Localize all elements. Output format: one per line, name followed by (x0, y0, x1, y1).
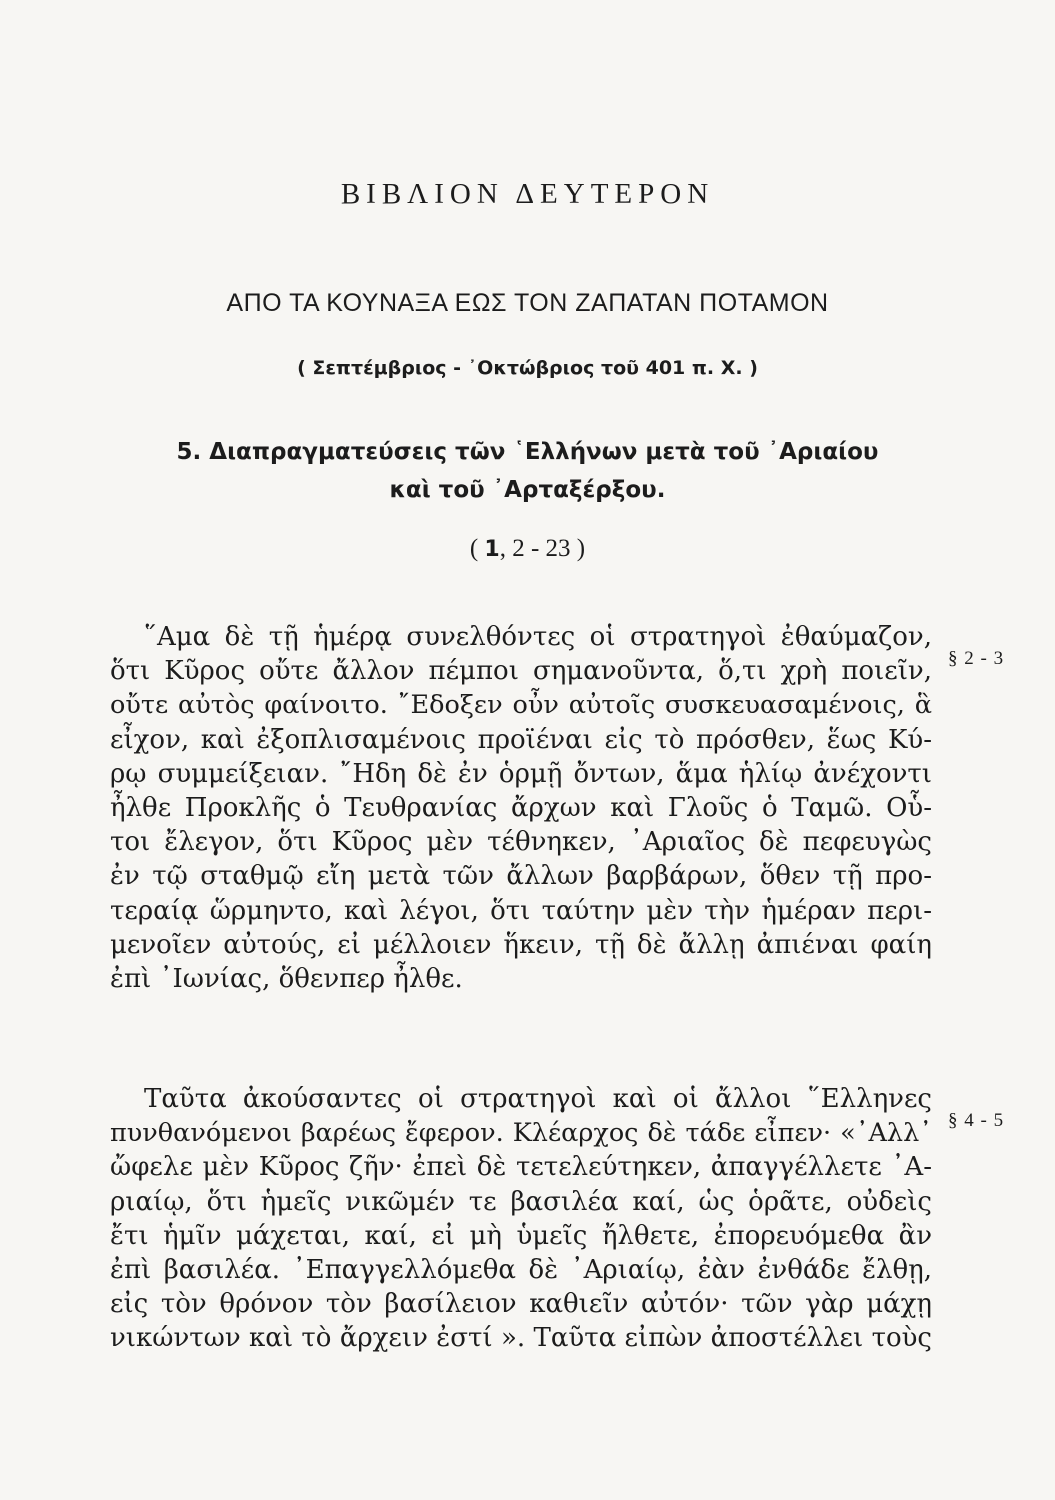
text-line: ἦλθε Προκλῆς ὁ Τευθρανίας ἄρχων καὶ Γλοῦς ὁ Ταμῶ. Οὗ- (110, 792, 932, 823)
chapter-subtitle: ΑΠΟ ΤΑ ΚΟΥΝΑΞΑ ΕΩΣ ΤΟΝ ΖΑΠΑΤΑΝ ΠΟΤΑΜΟΝ (226, 289, 829, 317)
text-line: ἐπὶ ᾿Ιωνίας, ὅθενπερ ἦλθε. (110, 963, 463, 994)
date-range: ( Σεπτέμβριος - ᾿Οκτώβριος τοῦ 401 π. Χ. ) (297, 357, 758, 379)
paragraph-1 (110, 620, 932, 996)
text-line: ῞Αμα δὲ τῇ ἡμέρᾳ συνελθόντες οἱ στρατηγοὶ ἐθαύμαζον, (144, 622, 932, 652)
text-line: ὅτι Κῦρος οὔτε ἄλλον πέμποι σημανοῦντα, ὅ,τι χρὴ ποιεῖν, (110, 656, 932, 687)
section-heading (0, 433, 1055, 509)
margin-note-section-4-5: § 4 - 5 (948, 1110, 1005, 1131)
passage-reference-open: ( (469, 535, 485, 562)
text-line: νικώντων καὶ τὸ ἄρχειν ἐστί ». Ταῦτα εἰπὼν ἀποστέλλει τοὺς (110, 1323, 932, 1354)
section-heading-line-2: καὶ τοῦ ᾿Αρταξέρξου. (389, 477, 666, 503)
margin-note-section-2-3: § 2 - 3 (948, 648, 1005, 669)
text-line: ριαίῳ, ὅτι ἡμεῖς νικῶμέν τε βασιλέα καί, ὡς ὁρᾶτε, οὐδεὶς (110, 1186, 932, 1217)
text-line: ὤφελε μὲν Κῦρος ζῆν· ἐπεὶ δὲ τετελεύτηκεν, ἀπαγγέλλετε ᾿Α- (110, 1152, 932, 1183)
text-line: ἔτι ἡμῖν μάχεται, καί, εἰ μὴ ὑμεῖς ἤλθετε, ἐπορευόμεθα ἂν (110, 1220, 932, 1251)
text-line: Ταῦτα ἀκούσαντες οἱ στρατηγοὶ καὶ οἱ ἄλλοι ῞Ελληνες (144, 1084, 932, 1114)
text-line: τοι ἔλεγον, ὅτι Κῦρος μὲν τέθνηκεν, ᾿Αριαῖος δὲ πεφευγὼς (110, 827, 932, 858)
text-line: εἶχον, καὶ ἐξοπλισαμένοις προϊέναι εἰς τὸ πρόσθεν, ἕως Κύ- (110, 724, 932, 755)
text-line: ἐπὶ βασιλέα. ᾿Επαγγελλόμεθα δὲ ᾿Αριαίῳ, ἐὰν ἐνθάδε ἔλθῃ, (110, 1254, 932, 1285)
text-line: μενοῖεν αὐτούς, εἰ μέλλοιεν ἥκειν, τῇ δὲ ἄλλῃ ἀπιέναι φαίη (110, 929, 932, 960)
text-line: εἰς τὸν θρόνον τὸν βασίλειον καθιεῖν αὐτόν· τῶν γὰρ μάχῃ (110, 1289, 932, 1320)
passage-reference (0, 535, 1055, 563)
text-line: τεραίᾳ ὥρμηντο, καὶ λέγοι, ὅτι ταύτην μὲν τὴν ἡμέραν περι- (110, 895, 932, 926)
book-title: ΒΙΒΛΙΟΝ ΔΕΥΤΕΡΟΝ (340, 178, 715, 210)
paragraph-2 (110, 1082, 932, 1356)
text-line: οὔτε αὐτὸς φαίνοιτο. ῎Εδοξεν οὖν αὐτοῖς συσκευασαμένοις, ἃ (110, 690, 932, 721)
text-line: ἐν τῷ σταθμῷ εἴη μετὰ τῶν ἄλλων βαρβάρων, ὅθεν τῇ προ- (110, 861, 932, 892)
text-line: ρῳ συμμείξειαν. ῎Ηδη δὲ ἐν ὁρμῇ ὄντων, ἅμα ἡλίῳ ἀνέχοντι (110, 758, 932, 789)
text-line: πυνθανόμενοι βαρέως ἔφερον. Κλέαρχος δὲ τάδε εἶπεν· «᾿Αλλ᾿ (110, 1118, 932, 1149)
passage-reference-chapter: 1 (484, 537, 500, 562)
passage-reference-range: , 2 - 23 ) (499, 535, 586, 562)
section-heading-line-1: 5. Διαπραγματεύσεις τῶν ῾Ελλήνων μετὰ τοῦ ᾿Αριαίου (176, 439, 879, 465)
